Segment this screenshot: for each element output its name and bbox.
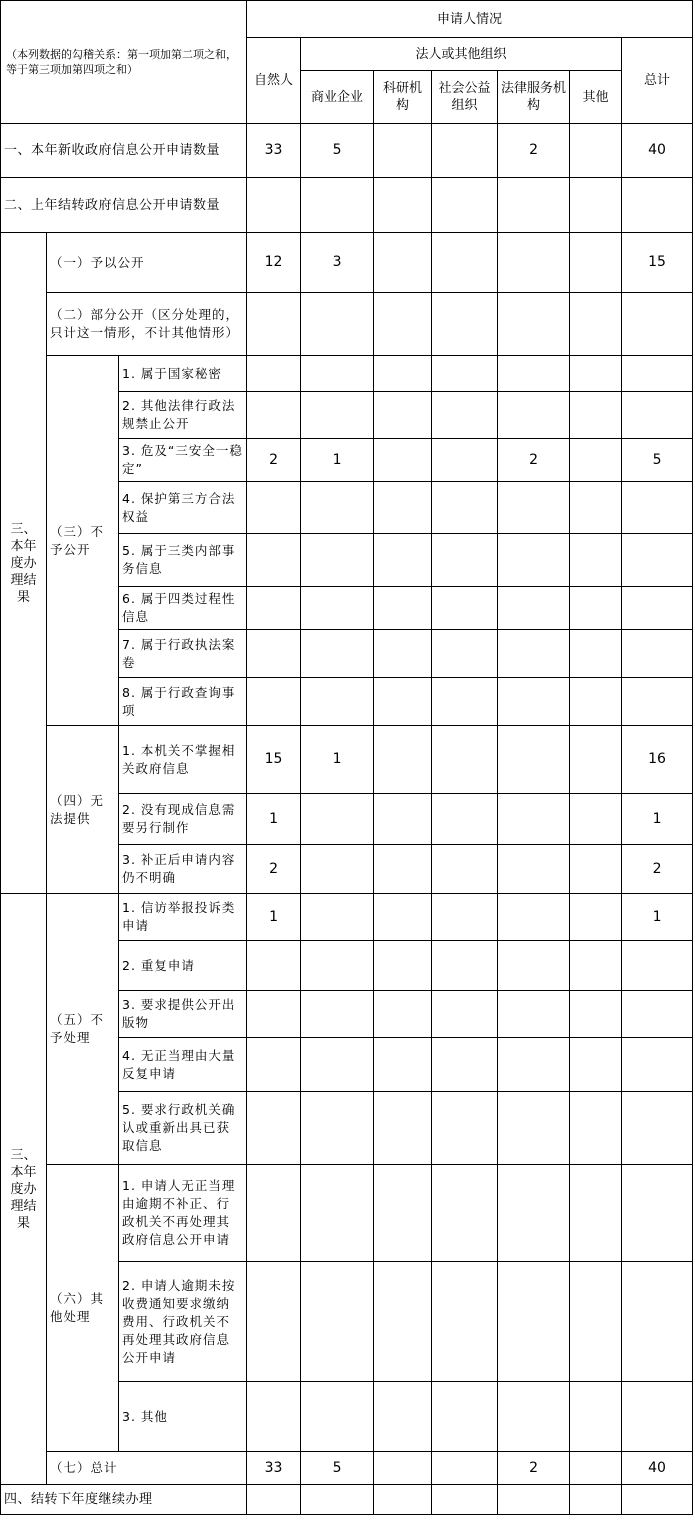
value-cell <box>570 1262 622 1382</box>
value-cell: 12 <box>247 233 301 293</box>
value-cell <box>301 482 374 534</box>
value-cell <box>374 894 432 941</box>
value-cell <box>570 1092 622 1165</box>
value-cell <box>301 178 374 233</box>
value-cell <box>247 1165 301 1262</box>
row-label-carry-forward: 四、结转下年度继续办理 <box>1 1485 247 1515</box>
value-cell <box>570 794 622 845</box>
value-cell <box>432 293 498 356</box>
value-cell <box>570 1485 622 1515</box>
value-cell: 15 <box>247 726 301 794</box>
value-cell <box>622 1165 693 1262</box>
value-cell <box>301 630 374 678</box>
value-cell <box>622 356 693 392</box>
value-cell: 33 <box>247 1452 301 1485</box>
value-cell <box>622 534 693 587</box>
value-cell: 16 <box>622 726 693 794</box>
legal-org-header: 法人或其他组织 <box>301 38 622 71</box>
value-cell: 3 <box>301 233 374 293</box>
value-cell <box>374 678 432 726</box>
value-cell <box>570 482 622 534</box>
value-cell <box>570 356 622 392</box>
value-cell <box>301 1485 374 1515</box>
row-label: 1. 本机关不掌握相关政府信息 <box>119 726 247 794</box>
value-cell <box>498 630 570 678</box>
col-header-legal-service: 法律服务机构 <box>498 71 570 124</box>
value-cell: 15 <box>622 233 693 293</box>
value-cell <box>570 124 622 178</box>
value-cell: 5 <box>301 124 374 178</box>
value-cell <box>432 1485 498 1515</box>
value-cell <box>432 794 498 845</box>
row-label: 3. 其他 <box>119 1382 247 1452</box>
row-label-g7-total: （七）总计 <box>47 1452 247 1485</box>
table-row <box>1 726 693 794</box>
value-cell <box>301 1382 374 1452</box>
value-cell <box>247 534 301 587</box>
value-cell <box>247 482 301 534</box>
value-cell <box>432 991 498 1038</box>
value-cell <box>498 482 570 534</box>
value-cell <box>374 233 432 293</box>
value-cell <box>498 1165 570 1262</box>
value-cell <box>622 293 693 356</box>
value-cell <box>432 1092 498 1165</box>
row-label: 8. 属于行政查询事项 <box>119 678 247 726</box>
value-cell <box>622 1262 693 1382</box>
value-cell <box>432 1165 498 1262</box>
value-cell: 40 <box>622 1452 693 1485</box>
value-cell <box>432 941 498 991</box>
value-cell <box>301 991 374 1038</box>
value-cell <box>432 482 498 534</box>
table-row <box>1 233 693 293</box>
value-cell <box>498 1092 570 1165</box>
value-cell <box>498 726 570 794</box>
value-cell <box>570 894 622 941</box>
value-cell <box>570 678 622 726</box>
value-cell <box>498 293 570 356</box>
value-cell <box>432 178 498 233</box>
value-cell: 1 <box>247 794 301 845</box>
value-cell <box>247 392 301 439</box>
value-cell <box>374 991 432 1038</box>
value-cell <box>432 726 498 794</box>
applicant-info-header: 申请人情况 <box>247 1 693 38</box>
value-cell <box>374 941 432 991</box>
value-cell <box>498 534 570 587</box>
value-cell <box>301 678 374 726</box>
value-cell <box>570 233 622 293</box>
value-cell <box>247 178 301 233</box>
value-cell <box>432 392 498 439</box>
value-cell <box>301 293 374 356</box>
value-cell <box>622 392 693 439</box>
value-cell <box>622 482 693 534</box>
value-cell <box>374 845 432 894</box>
value-cell <box>498 178 570 233</box>
value-cell <box>570 587 622 630</box>
value-cell <box>622 587 693 630</box>
value-cell <box>432 845 498 894</box>
row-label: 2. 其他法律行政法规禁止公开 <box>119 392 247 439</box>
value-cell <box>374 356 432 392</box>
value-cell: 1 <box>247 894 301 941</box>
value-cell <box>432 678 498 726</box>
value-cell <box>247 1262 301 1382</box>
value-cell <box>622 678 693 726</box>
value-cell <box>570 392 622 439</box>
value-cell <box>301 587 374 630</box>
value-cell <box>301 356 374 392</box>
value-cell <box>247 941 301 991</box>
row-label: 1. 属于国家秘密 <box>119 356 247 392</box>
value-cell <box>622 991 693 1038</box>
row-label: 2. 申请人逾期未按收费通知要求缴纳费用、行政机关不再处理其政府信息公开申请 <box>119 1262 247 1382</box>
value-cell <box>301 1038 374 1092</box>
value-cell <box>498 991 570 1038</box>
table-row <box>1 1452 693 1485</box>
table-row <box>1 1165 693 1262</box>
value-cell <box>432 630 498 678</box>
value-cell <box>498 941 570 991</box>
value-cell <box>498 845 570 894</box>
row-label-carried-over: 二、上年结转政府信息公开申请数量 <box>1 178 247 233</box>
value-cell <box>570 726 622 794</box>
value-cell <box>622 178 693 233</box>
row-label: 3. 补正后申请内容仍不明确 <box>119 845 247 894</box>
value-cell <box>247 1092 301 1165</box>
value-cell <box>247 1382 301 1452</box>
value-cell <box>247 1485 301 1515</box>
table-row <box>1 894 693 941</box>
value-cell <box>432 1452 498 1485</box>
table-row <box>1 293 693 356</box>
value-cell <box>570 845 622 894</box>
value-cell <box>622 941 693 991</box>
value-cell: 2 <box>498 1452 570 1485</box>
value-cell: 2 <box>247 845 301 894</box>
row-label-g2: （二）部分公开（区分处理的，只计这一情形，不计其他情形） <box>47 293 247 356</box>
value-cell <box>570 534 622 587</box>
value-cell <box>301 894 374 941</box>
value-cell <box>374 630 432 678</box>
value-cell <box>374 534 432 587</box>
value-cell <box>301 1165 374 1262</box>
value-cell <box>432 1382 498 1452</box>
value-cell <box>498 1382 570 1452</box>
table-row <box>1 1485 693 1515</box>
value-cell <box>570 178 622 233</box>
value-cell <box>301 1092 374 1165</box>
value-cell: 5 <box>301 1452 374 1485</box>
value-cell <box>570 941 622 991</box>
section-three-label: 三、本年度办理结果 <box>1 233 47 894</box>
row-label: 1. 信访举报投诉类申请 <box>119 894 247 941</box>
value-cell <box>498 894 570 941</box>
row-label-g1: （一）予以公开 <box>47 233 247 293</box>
value-cell <box>570 1382 622 1452</box>
row-label: 2. 没有现成信息需要另行制作 <box>119 794 247 845</box>
row-label: 3. 要求提供公开出版物 <box>119 991 247 1038</box>
value-cell <box>622 1382 693 1452</box>
value-cell <box>570 1452 622 1485</box>
row-label: 3. 危及“三安全一稳定” <box>119 439 247 482</box>
group-label-g5: （五）不予处理 <box>47 894 119 1165</box>
value-cell <box>374 124 432 178</box>
value-cell <box>374 1452 432 1485</box>
col-header-research: 科研机构 <box>374 71 432 124</box>
value-cell <box>570 1038 622 1092</box>
value-cell <box>498 794 570 845</box>
value-cell <box>498 392 570 439</box>
value-cell: 2 <box>498 439 570 482</box>
value-cell <box>622 1038 693 1092</box>
value-cell <box>247 678 301 726</box>
row-label: 1. 申请人无正当理由逾期不补正、行政机关不再处理其政府信息公开申请 <box>119 1165 247 1262</box>
value-cell: 5 <box>622 439 693 482</box>
value-cell <box>622 630 693 678</box>
value-cell <box>432 1262 498 1382</box>
value-cell <box>570 1165 622 1262</box>
value-cell <box>374 1262 432 1382</box>
value-cell: 1 <box>622 794 693 845</box>
value-cell <box>374 1165 432 1262</box>
value-cell: 1 <box>622 894 693 941</box>
row-label: 4. 保护第三方合法权益 <box>119 482 247 534</box>
total-header: 总计 <box>622 38 693 124</box>
value-cell <box>432 1038 498 1092</box>
natural-person-header: 自然人 <box>247 38 301 124</box>
row-label: 5. 要求行政机关确认或重新出具已获取信息 <box>119 1092 247 1165</box>
value-cell: 40 <box>622 124 693 178</box>
value-cell <box>498 1038 570 1092</box>
row-label: 7. 属于行政执法案卷 <box>119 630 247 678</box>
value-cell <box>432 439 498 482</box>
value-cell <box>432 534 498 587</box>
row-label: 6. 属于四类过程性信息 <box>119 587 247 630</box>
row-label-new-requests: 一、本年新收政府信息公开申请数量 <box>1 124 247 178</box>
value-cell <box>374 392 432 439</box>
value-cell: 2 <box>498 124 570 178</box>
value-cell: 33 <box>247 124 301 178</box>
value-cell <box>247 1038 301 1092</box>
col-header-other: 其他 <box>570 71 622 124</box>
value-cell <box>570 991 622 1038</box>
value-cell <box>374 482 432 534</box>
value-cell <box>432 356 498 392</box>
group-label-g6: （六）其他处理 <box>47 1165 119 1452</box>
value-cell <box>570 293 622 356</box>
note-cell: （本列数据的勾稽关系：第一项加第二项之和，等于第三项加第四项之和） <box>1 1 247 124</box>
table-row <box>1 178 693 233</box>
value-cell: 1 <box>301 439 374 482</box>
value-cell <box>374 439 432 482</box>
col-header-commercial: 商业企业 <box>301 71 374 124</box>
value-cell <box>498 1485 570 1515</box>
value-cell <box>247 293 301 356</box>
value-cell <box>301 1262 374 1382</box>
col-header-public-welfare: 社会公益组织 <box>432 71 498 124</box>
value-cell <box>374 1485 432 1515</box>
value-cell <box>374 794 432 845</box>
group-label-g3: （三）不予公开 <box>47 356 119 726</box>
value-cell <box>374 726 432 794</box>
value-cell <box>374 1038 432 1092</box>
row-label: 5. 属于三类内部事务信息 <box>119 534 247 587</box>
table-row <box>1 356 693 392</box>
value-cell: 2 <box>247 439 301 482</box>
value-cell <box>432 587 498 630</box>
value-cell <box>247 630 301 678</box>
value-cell <box>301 392 374 439</box>
value-cell <box>432 233 498 293</box>
table-row <box>1 124 693 178</box>
value-cell <box>374 293 432 356</box>
value-cell <box>498 1262 570 1382</box>
value-cell <box>498 587 570 630</box>
value-cell <box>498 678 570 726</box>
value-cell <box>432 894 498 941</box>
row-label: 4. 无正当理由大量反复申请 <box>119 1038 247 1092</box>
section-three-label-continued: 三、本年度办理结果 <box>1 894 47 1485</box>
value-cell <box>374 178 432 233</box>
value-cell <box>301 845 374 894</box>
value-cell <box>570 439 622 482</box>
value-cell <box>301 534 374 587</box>
row-label: 2. 重复申请 <box>119 941 247 991</box>
value-cell: 1 <box>301 726 374 794</box>
value-cell <box>247 991 301 1038</box>
value-cell <box>498 233 570 293</box>
value-cell <box>301 794 374 845</box>
value-cell: 2 <box>622 845 693 894</box>
value-cell <box>432 124 498 178</box>
value-cell <box>374 587 432 630</box>
value-cell <box>622 1485 693 1515</box>
value-cell <box>301 941 374 991</box>
value-cell <box>374 1092 432 1165</box>
value-cell <box>247 587 301 630</box>
group-label-g4: （四）无法提供 <box>47 726 119 894</box>
value-cell <box>498 356 570 392</box>
value-cell <box>247 356 301 392</box>
value-cell <box>374 1382 432 1452</box>
value-cell <box>622 1092 693 1165</box>
value-cell <box>570 630 622 678</box>
